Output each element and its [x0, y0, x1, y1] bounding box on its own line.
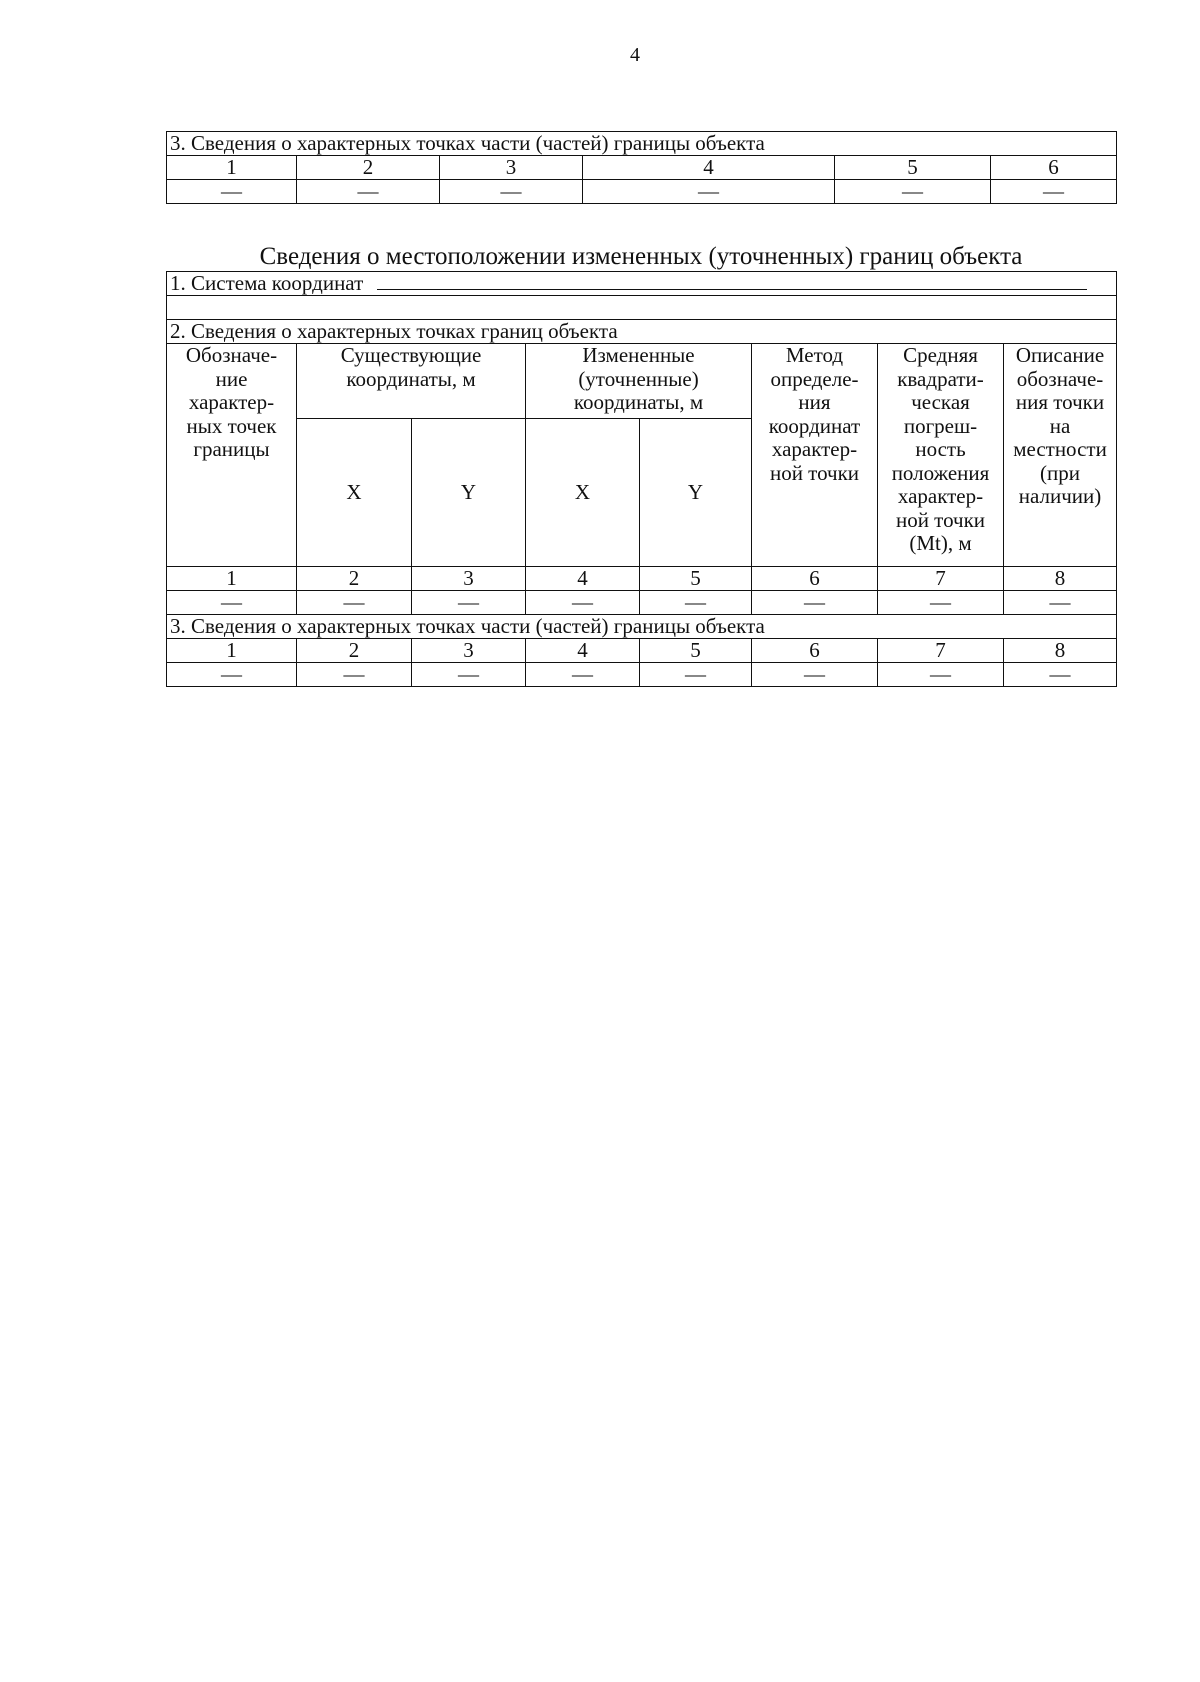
section-heading: Сведения о местоположении измененных (уточненных) границ объекта — [259, 243, 1023, 270]
column-number: 6 — [991, 156, 1117, 180]
column-number: 3 — [412, 567, 526, 591]
empty-value-dash: — — [878, 591, 1004, 615]
empty-value-dash: — — [1004, 591, 1117, 615]
empty-value-dash: — — [640, 663, 752, 687]
empty-value-dash: — — [752, 663, 878, 687]
empty-value-dash: — — [526, 591, 640, 615]
empty-value-dash: — — [297, 591, 412, 615]
empty-value-dash: — — [835, 180, 991, 204]
header-mean-square-error: Средняя квадрати- ческая погреш- ность положения характер- ной точки (Mt), м — [878, 344, 1004, 567]
empty-value-dash: — — [412, 591, 526, 615]
column-number: 8 — [1004, 639, 1117, 663]
column-number: 1 — [167, 639, 297, 663]
header-changed-coordinates: Измененные (уточненные) координаты, м — [526, 344, 752, 419]
column-number: 8 — [1004, 567, 1117, 591]
header-existing-x: X — [297, 419, 412, 567]
empty-value-dash: — — [752, 591, 878, 615]
section-title: 3. Сведения о характерных точках части (частей) границы объекта — [167, 132, 1117, 156]
column-number: 3 — [412, 639, 526, 663]
column-number: 2 — [297, 156, 440, 180]
changed-boundaries-table — [166, 271, 1117, 687]
column-number: 5 — [835, 156, 991, 180]
header-existing-y: Y — [412, 419, 526, 567]
empty-value-dash: — — [640, 591, 752, 615]
column-number: 4 — [526, 567, 640, 591]
column-number: 5 — [640, 567, 752, 591]
header-method: Метод определе- ния координат характер- ной точки — [752, 344, 878, 567]
empty-value-dash: — — [991, 180, 1117, 204]
column-number: 6 — [752, 567, 878, 591]
header-designation: Обозначе- ние характер- ных точек границы — [167, 344, 297, 567]
empty-value-dash: — — [297, 663, 412, 687]
empty-value-dash: — — [412, 663, 526, 687]
page-number: 4 — [630, 44, 640, 66]
header-existing-coordinates: Существующие координаты, м — [297, 344, 526, 419]
header-changed-x: X — [526, 419, 640, 567]
coordinate-system-label: 1. Система координат — [170, 271, 364, 295]
empty-value-dash: — — [167, 180, 297, 204]
header-changed-y: Y — [640, 419, 752, 567]
section3-title: 3. Сведения о характерных точках части (частей) границы объекта — [167, 615, 1117, 639]
empty-value-dash: — — [526, 663, 640, 687]
coordinate-system-row — [167, 272, 1117, 296]
part-boundary-points-table — [166, 131, 1117, 204]
column-number: 5 — [640, 639, 752, 663]
blank-row — [167, 296, 1117, 320]
header-point-description: Описание обозначе- ния точки на местности (при наличии) — [1004, 344, 1117, 567]
empty-value-dash: — — [167, 663, 297, 687]
empty-value-dash: — — [583, 180, 835, 204]
empty-value-dash: — — [167, 591, 297, 615]
column-number: 7 — [878, 639, 1004, 663]
column-number: 4 — [583, 156, 835, 180]
column-number: 3 — [440, 156, 583, 180]
column-number: 1 — [167, 567, 297, 591]
column-number: 2 — [297, 639, 412, 663]
coordinate-system-underline — [377, 275, 1087, 290]
column-number: 1 — [167, 156, 297, 180]
empty-value-dash: — — [297, 180, 440, 204]
column-number: 2 — [297, 567, 412, 591]
empty-value-dash: — — [878, 663, 1004, 687]
empty-value-dash: — — [1004, 663, 1117, 687]
empty-value-dash: — — [440, 180, 583, 204]
section2-title: 2. Сведения о характерных точках границ объекта — [167, 320, 1117, 344]
column-number: 6 — [752, 639, 878, 663]
column-number: 4 — [526, 639, 640, 663]
column-number: 7 — [878, 567, 1004, 591]
